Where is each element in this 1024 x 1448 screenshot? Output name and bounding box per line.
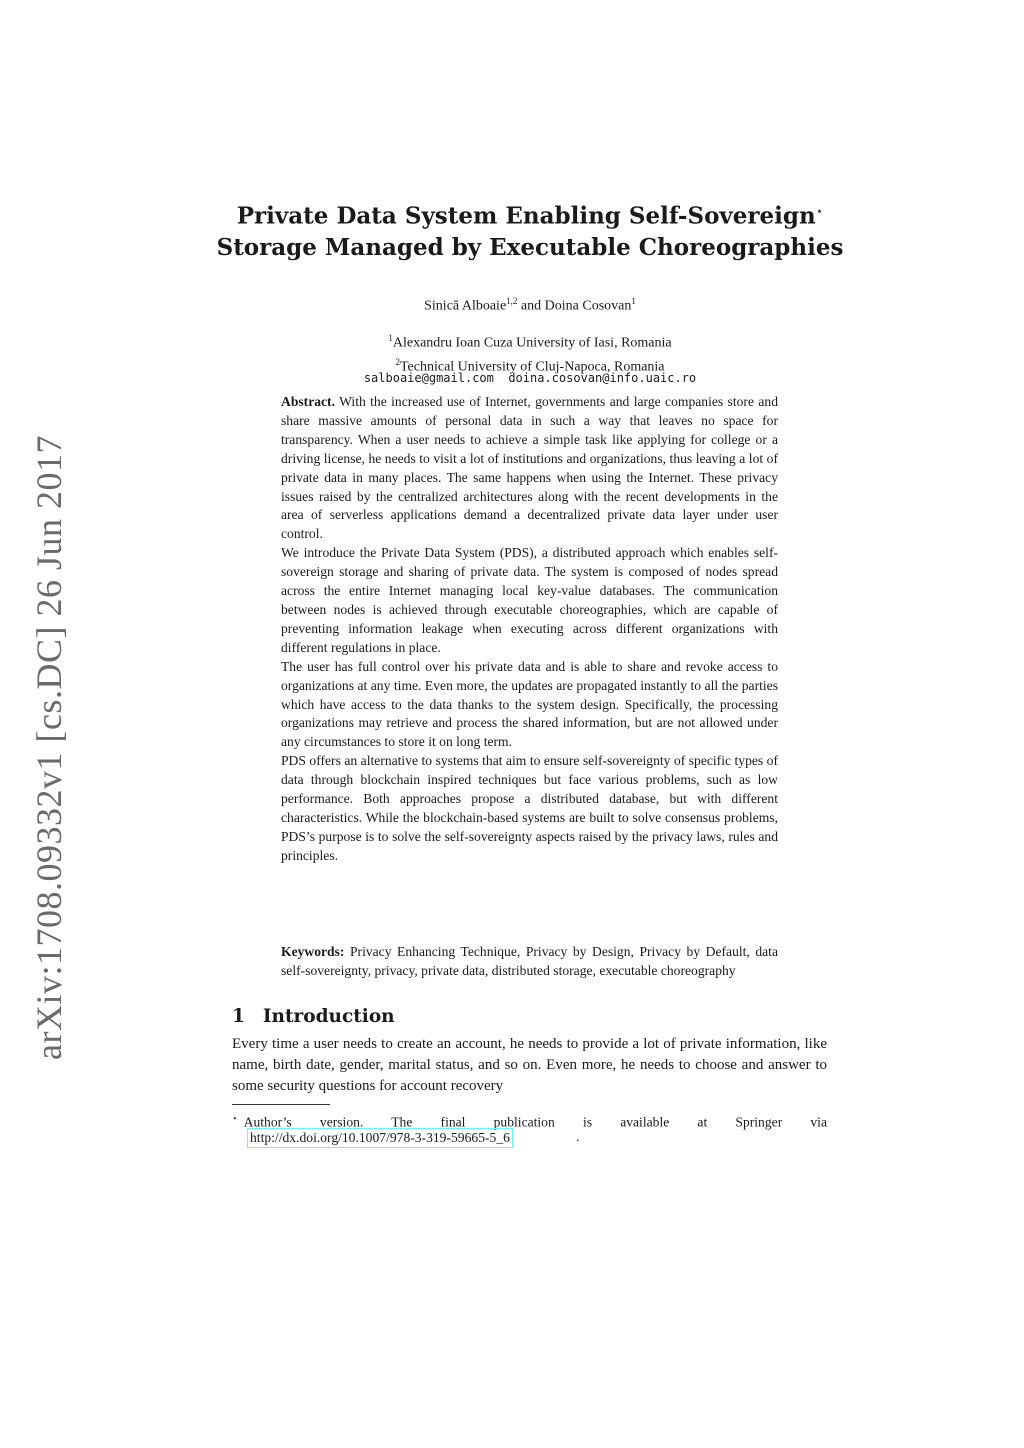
abstract-label: Abstract. (281, 394, 335, 409)
section-number: 1 (232, 1006, 245, 1027)
affiliation-1-text: Alexandru Ioan Cuza University of Iasi, Romania (392, 335, 672, 351)
abstract-paragraph-1 (281, 393, 778, 544)
author-1-affil: 1,2 (506, 296, 518, 306)
affiliation-1 (300, 329, 760, 353)
abstract-paragraph-4: PDS offers an alternative to systems that aim to ensure self-sovereignty of specific types of data through blockchain inspired techniques but face various problems, such as low performance. Both approaches propose a distributed database, but with different characteristics. While the blockchain-based systems are built to solve consensus problems, PDS’s purpose is to solve the self-sovereignty aspects raised by the privacy laws, rules and principles. (281, 753, 778, 863)
section-heading (232, 1006, 395, 1027)
doi-link[interactable]: http://dx.doi.org/10.1007/978-3-319-59665-5_6 (247, 1128, 513, 1148)
introduction-text: Every time a user needs to create an account, he needs to provide a lot of private information, like name, birth date, gender, marital status, and so on. Even more, he needs to choose and answer to some security questions for account recovery (232, 1036, 827, 1094)
footnote-period: . (576, 1129, 580, 1144)
keywords (281, 943, 778, 981)
author-1: Sinică Alboaie (424, 298, 507, 314)
author-2-affil: 1 (631, 296, 636, 306)
title-line-1: Private Data System Enabling Self-Sovereign (236, 202, 816, 230)
paper-title (200, 196, 860, 263)
abstract (281, 393, 778, 866)
keywords-text: Privacy Enhancing Technique, Privacy by Design, Privacy by Default, data self-sovereignty, privacy, private data, distributed storage, executable choreography (281, 944, 778, 978)
affiliation-2-text: Technical University of Cluj-Napoca, Romania (399, 359, 665, 375)
footnote-text: Author’s version. The final publication is available at Springer via (243, 1114, 827, 1130)
abstract-paragraph-2: We introduce the Private Data System (PDS), a distributed approach which enables self-sovereign storage and sharing of private data. The system is composed of nodes spread across the entire Internet managing local key-value databases. The communication between nodes is achieved through executable choreographies, which are capable of preventing information leakage when executing across different organizations with different regulations in place. (281, 545, 778, 655)
footnote-rule (232, 1104, 330, 1105)
footnote-mark: ⋆ (232, 1113, 238, 1123)
abstract-text-1: With the increased use of Internet, governments and large companies store and share massive amounts of personal data in such a way that leaves no space for transparency. When a user needs to achieve a simple task like applying for college or a driving license, he needs to visit a lot of institutions and organizations, thus leaving a lot of private data in many places. The same happens when using the Internet. These privacy issues raised by the centralized architectures along with the recent developments in the area of serverless applications demand a decentralized private data layer under user control. (281, 394, 778, 542)
arxiv-identifier: arXiv:1708.09332v1 [cs.DC] 26 Jun 2017 (29, 435, 69, 1060)
title-footnote-mark: ⋆ (815, 204, 824, 218)
affiliation-1-mark: 1 (388, 333, 393, 343)
author-2: Doina Cosovan (544, 298, 632, 314)
abstract-paragraph-3: The user has full control over his private data and is able to share and revoke access to organizations at any time. Even more, the updates are propagated instantly to all the parties which have access to the data thanks to the system design. Specifically, the processing organizations may retrieve and process the shared information, but are not allowed under any circumstances to store it on long term. (281, 658, 778, 750)
author-emails: salboaie@gmail.com doina.cosovan@info.uaic.ro (363, 371, 697, 385)
affiliation-2-mark: 2 (395, 356, 400, 367)
title-line-2: Storage Managed by Executable Choreographies (216, 233, 844, 261)
section-title: Introduction (262, 1006, 395, 1027)
author-list (300, 291, 760, 317)
keywords-label: Keywords: (281, 944, 345, 959)
author-conjunction: and (517, 298, 545, 314)
